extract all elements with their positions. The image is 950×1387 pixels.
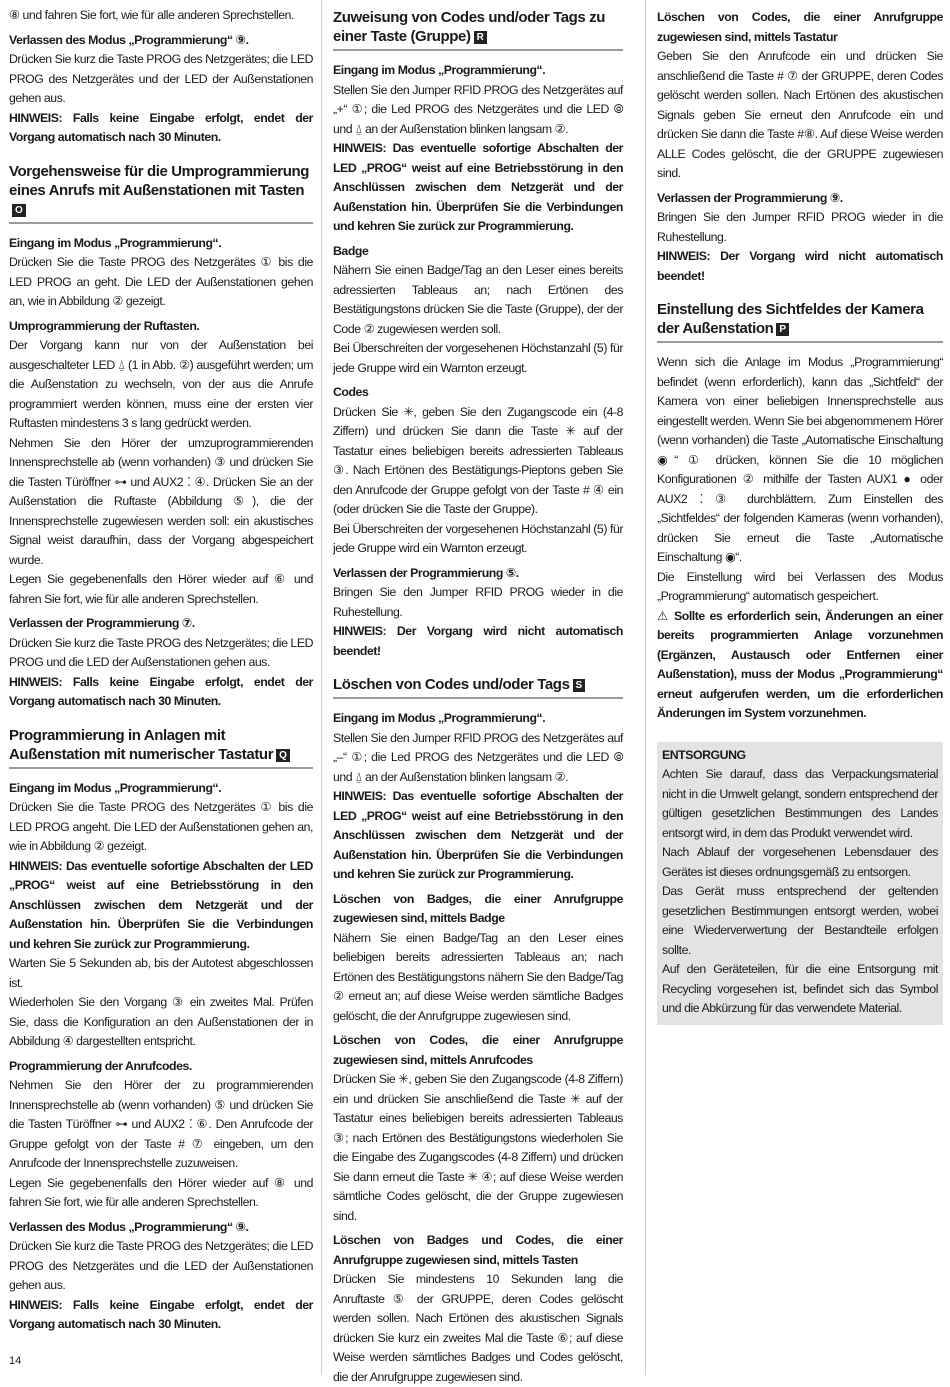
figure-reference-tag: S <box>573 679 586 692</box>
subheading: Eingang im Modus „Programmierung“. <box>9 235 222 250</box>
paragraph: Nehmen Sie den Hörer der zu programmierenden Innensprechstelle ab (wenn vorhanden) ⑤ und drücken Sie die Tasten Türöffner ⊶ und AUX2 ⁚ ⑥. Den Anrufcode der Gruppe gefolgt von der Taste # ⑦ eingeben, um den Anrufcode der Innensprechstelle zuzuweisen. <box>9 1078 313 1170</box>
paragraph: Nehmen Sie den Hörer der umzuprogrammierenden Innensprechstelle ab (wenn vorhanden) ③ und drücken Sie die Tasten Türöffner ⊶ und AUX2 ⁚ ④. Drücken Sie an der Außenstation die Ruftaste (Abbildung ⑤), die der Innensprechstelle zugewiesen werden soll: ein akustisches Signal weist daraufhin, dass der Vorgang abgespeichert wurde. <box>9 435 313 567</box>
figure-reference-tag: R <box>474 31 487 44</box>
section-heading-text: Einstellung des Sichtfeldes der Kamera der Außenstation <box>657 301 924 337</box>
disposal-box <box>657 742 943 1025</box>
section-heading-text: Löschen von Codes und/oder Tags <box>333 676 570 693</box>
paragraph: Drücken Sie kurz die Taste PROG des Netzgerätes; die LED PROG und die LED der Außenstationen gehen aus. <box>9 635 314 669</box>
note-text: HINWEIS: Falls keine Eingabe erfolgt, endet der Vorgang automatisch nach 30 Minuten. <box>9 674 313 708</box>
paragraph: Wiederholen Sie den Vorgang ③ ein zweites Mal. Prüfen Sie, dass die Konfiguration an den Außenstationen der in Abbildung ④ dargestellten entspricht. <box>9 995 313 1048</box>
subheading: Eingang im Modus „Programmierung“. <box>9 780 222 795</box>
disposal-paragraph: Auf den Geräteteilen, für die eine Entsorgung mit Recycling vorgesehen ist, befindet sich das Symbol und die Abkürzung für das verwendete Material. <box>662 962 938 1015</box>
paragraph: Geben Sie den Anrufcode ein und drücken Sie anschließend die Taste # ⑦ der GRUPPE, deren Codes gelöscht werden sollen. Nach Ertönen des akustischen Signals geben Sie erneut den Anrufcode ein und drücken Sie dann die Taste #⑧. Auf diese Weise werden ALLE Codes gelöscht, die der GRUPPE zugewiesen sind. <box>657 49 943 180</box>
paragraph: Stellen Sie den Jumper RFID PROG des Netzgerätes auf „+“ ①; die Led PROG des Netzgerätes und die LED ⦾ und ⍙ an der Außenstation blinken langsam ②. <box>333 82 623 136</box>
section-heading-text: Programmierung in Anlagen mit Außenstation mit numerischer Tastatur <box>9 726 274 763</box>
paragraph: Nähern Sie einen Badge/Tag an den Leser eines beliebigen bereits adressierten Tableaus an; nach Ertönen des Bestätigungstons nähern Sie den Badge/Tag ② erneut an; auf diese Weise werden sämtliche Badges gelöscht, die der Anrufgruppe zugewiesen sind. <box>333 930 623 1023</box>
subheading: Löschen von Badges, die einer Anrufgruppe zugewiesen sind, mittels Badge <box>333 891 623 925</box>
disposal-title: ENTSORGUNG <box>662 747 746 762</box>
subheading: Codes <box>333 385 369 399</box>
column-divider <box>321 0 322 1375</box>
figure-reference-tag: O <box>12 204 26 217</box>
figure-reference-tag: P <box>776 323 789 336</box>
subheading: Eingang im Modus „Programmierung“. <box>333 711 546 725</box>
disposal-paragraph: Nach Ablauf der vorgesehenen Lebensdauer des Gerätes ist dieses ordnungsgemäß zu entsorgen. <box>662 845 938 879</box>
note-text: HINWEIS: Das eventuelle sofortige Abschalten der LED „PROG“ weist auf eine Betriebsstörung in den Anschlüssen zwischen dem Netzgerät und der Außenstation hin. Überprüfen Sie die Verbindungen und kehren Sie zurück zur Programmierung. <box>333 141 623 233</box>
paragraph: Drücken Sie mindestens 10 Sekunden lang die Anruftaste ⑤ der GRUPPE, deren Codes gelöscht werden sollen. Nach Ertönen des akustischen Signals drücken Sie kurz ein zweites Mal die Taste ⑥; auf diese Weise werden sämtliches Badges und Codes gelöscht, die der Anrufgruppe zugewiesen sind. <box>333 1272 623 1384</box>
note-text: HINWEIS: Der Vorgang wird nicht automatisch beendet! <box>657 249 943 283</box>
paragraph: Drücken Sie ✳, geben Sie den Zugangscode ein (4-8 Ziffern) und drücken Sie dann die Taste ✳ auf der Tastatur eines beliebigen bereits adressierten Tableaus ③. Nach Ertönen des Bestätigungs-Pieptons geben Sie den Anrufcode der Gruppe gefolgt von der Taste # ④ ein (oder drücken Sie die Taste der Gruppe). <box>333 404 623 516</box>
note-text: HINWEIS: Der Vorgang wird nicht automatisch beendet! <box>333 624 623 658</box>
paragraph: Stellen Sie den Jumper RFID PROG des Netzgerätes auf „–“ ①; die Led PROG des Netzgerätes und die LED ⦾ und ⍙ an der Außenstation blinken langsam ②. <box>333 730 623 784</box>
subheading: Programmierung der Anrufcodes. <box>9 1058 192 1073</box>
paragraph: Drücken Sie kurz die Taste PROG des Netzgerätes; die LED PROG des Netzgerätes und die LED der Außenstationen gehen aus. <box>9 1239 314 1292</box>
subheading: Verlassen der Programmierung ⑦. <box>9 616 195 630</box>
paragraph: Bringen Sie den Jumper RFID PROG wieder in die Ruhestellung. <box>657 210 943 244</box>
subheading: Badge <box>333 243 369 258</box>
paragraph: Warten Sie 5 Sekunden ab, bis der Autotest abgeschlossen ist. <box>9 956 313 990</box>
disposal-paragraph: Das Gerät muss entsprechend der geltenden gesetzlichen Bestimmungen entsorgt werden, wobei eine Wiederverwertung der Bestandteile erfolgen sollte. <box>662 884 938 957</box>
section-heading <box>657 300 943 343</box>
note-text: HINWEIS: Das eventuelle sofortige Abschalten der LED „PROG“ weist auf eine Betriebsstörung in den Anschlüssen zwischen dem Netzgerät und der Außenstation hin. Überprüfen Sie die Verbindungen und kehren Sie zurück zur Programmierung. <box>9 858 313 951</box>
disposal-paragraph: Achten Sie darauf, dass das Verpackungsmaterial nicht in die Umwelt gelangt, sondern entsprechend der gültigen gesetzlichen Bestimmungen des Landes entsorgt wird, in dem das Produkt verwendet wird. <box>662 767 938 840</box>
column-divider <box>645 0 646 1375</box>
subheading: Verlassen des Modus „Programmierung“ ⑨. <box>9 32 249 47</box>
column-1 <box>9 6 313 1335</box>
paragraph: Bei Überschreiten der vorgesehenen Höchstanzahl (5) für jede Gruppe wird ein Warnton erzeugt. <box>333 521 623 555</box>
note-text: HINWEIS: Falls keine Eingabe erfolgt, endet der Vorgang automatisch nach 30 Minuten. <box>9 110 313 144</box>
subheading: Verlassen der Programmierung ⑨. <box>657 190 843 205</box>
section-heading-text: Vorgehensweise für die Umprogrammierung eines Anrufs mit Außenstationen mit Tasten <box>9 162 310 199</box>
paragraph: Legen Sie gegebenenfalls den Hörer wieder auf ⑧ und fahren Sie fort, wie für alle anderen Sprechstellen. <box>9 1175 313 1209</box>
section-heading <box>333 8 623 51</box>
figure-reference-tag: Q <box>276 749 290 762</box>
section-heading-text: Zuweisung von Codes und/oder Tags zu einer Taste (Gruppe) <box>333 9 605 45</box>
section-heading <box>9 162 313 224</box>
paragraph: Drücken Sie die Taste PROG des Netzgerätes ① bis die LED PROG angeht. Die LED der Außenstationen gehen an, wie in Abbildung ② gezeigt. <box>9 800 313 853</box>
column-3 <box>657 6 943 1025</box>
column-2 <box>333 6 623 1387</box>
paragraph: Nähern Sie einen Badge/Tag an den Leser eines bereits adressierten Tableaus an; nach Ertönen des Bestätigungstons drücken Sie die Taste (Gruppe), der der Code ② zugewiesen werden soll. <box>333 263 623 336</box>
subheading: Löschen von Codes, die einer Anrufgruppe zugewiesen sind, mittels Tastatur <box>657 10 943 44</box>
paragraph: Drücken Sie die Taste PROG des Netzgerätes ① bis die LED PROG an geht. Die LED der Außenstationen gehen an, wie in Abbildung ② gezeigt. <box>9 255 313 308</box>
paragraph: Die Einstellung wird bei Verlassen des Modus „Programmierung“ automatisch gespeichert. <box>657 569 943 603</box>
paragraph: ⑧ und fahren Sie fort, wie für alle anderen Sprechstellen. <box>9 8 295 22</box>
paragraph: Legen Sie gegebenenfalls den Hörer wieder auf ⑥ und fahren Sie fort, wie für alle anderen Sprechstellen. <box>9 572 313 606</box>
paragraph: Bei Überschreiten der vorgesehenen Höchstanzahl (5) für jede Gruppe wird ein Warnton erzeugt. <box>333 341 623 375</box>
page-number: 14 <box>9 1355 22 1367</box>
paragraph: Drücken Sie kurz die Taste PROG des Netzgerätes; die LED PROG des Netzgerätes und der LED der Außenstationen gehen aus. <box>9 52 314 105</box>
paragraph: Der Vorgang kann nur von der Außenstation bei ausgeschalteter LED ⍙ (1 in Abb. ②) ausgeführt werden; um die Außenstation zu wechseln, von der aus die Anrufe programmiert werden können, muss eine der ersten vier Ruftasten mindestens 3 s lang gedrückt werden. <box>9 338 313 430</box>
subheading: Eingang im Modus „Programmierung“. <box>333 63 546 77</box>
paragraph: Wenn sich die Anlage im Modus „Programmierung“ befindet (wenn erforderlich), kann das „Sichtfeld“ der Kamera von einer beliebigen Innensprechstelle aus eingestellt werden. Wenn Sie bei abgenommenem Hörer (wenn vorhanden) die Taste „Automatische Einschaltung ◉“ ① drücken, können Sie die 10 möglichen Konfigurationen ② mithilfe der Tasten AUX1 ● oder AUX2 ⁚ ③ durchblättern. Zum Einstellen des „Sichtfeldes“ der folgenden Kameras (wenn vorhanden), drücken Sie erneut die Taste „Automatische Einschaltung ◉“. <box>657 355 943 564</box>
section-heading <box>333 675 623 699</box>
subheading: Löschen von Codes, die einer Anrufgruppe zugewiesen sind, mittels Anrufcodes <box>333 1033 623 1067</box>
note-text: HINWEIS: Falls keine Eingabe erfolgt, endet der Vorgang automatisch nach 30 Minuten. <box>9 1297 313 1331</box>
subheading: Verlassen der Programmierung ⑤. <box>333 565 519 580</box>
subheading: Umprogrammierung der Ruftasten. <box>9 318 200 333</box>
warning-text: ⚠ Sollte es erforderlich sein, Änderungen an einer bereits programmierten Anlage vorzunehmen (Ergänzen, Austausch oder Entfernen einer Außenstation), muss der Modus „Programmierung“ erneut aufgerufen werden, um die erforderlichen Änderungen im System vorzunehmen. <box>657 608 943 720</box>
paragraph: Drücken Sie ✳, geben Sie den Zugangscode (4-8 Ziffern) ein und drücken Sie anschließend die Taste ✳ auf der Tastatur eines beliebigen bereits adressierten Tableaus ③; nach Ertönen des Bestätigungstons wiederholen Sie die Eingabe des Zugangscodes (4-8 Ziffern) und drücken Sie dann erneut die Taste ✳ ④; auf diese Weise werden sämtliche Codes gelöscht, die der Gruppe zugewiesen sind. <box>333 1072 623 1223</box>
section-heading <box>9 726 313 769</box>
note-text: HINWEIS: Das eventuelle sofortige Abschalten der LED „PROG“ weist auf eine Betriebsstörung in den Anschlüssen zwischen dem Netzgerät und der Außenstation hin. Überprüfen Sie die Verbindungen und kehren Sie zurück zur Programmierung. <box>333 789 623 881</box>
paragraph: Bringen Sie den Jumper RFID PROG wieder in die Ruhestellung. <box>333 585 623 619</box>
subheading: Löschen von Badges und Codes, die einer Anrufgruppe zugewiesen sind, mittels Tasten <box>333 1233 623 1267</box>
subheading: Verlassen des Modus „Programmierung“ ⑨. <box>9 1219 249 1234</box>
